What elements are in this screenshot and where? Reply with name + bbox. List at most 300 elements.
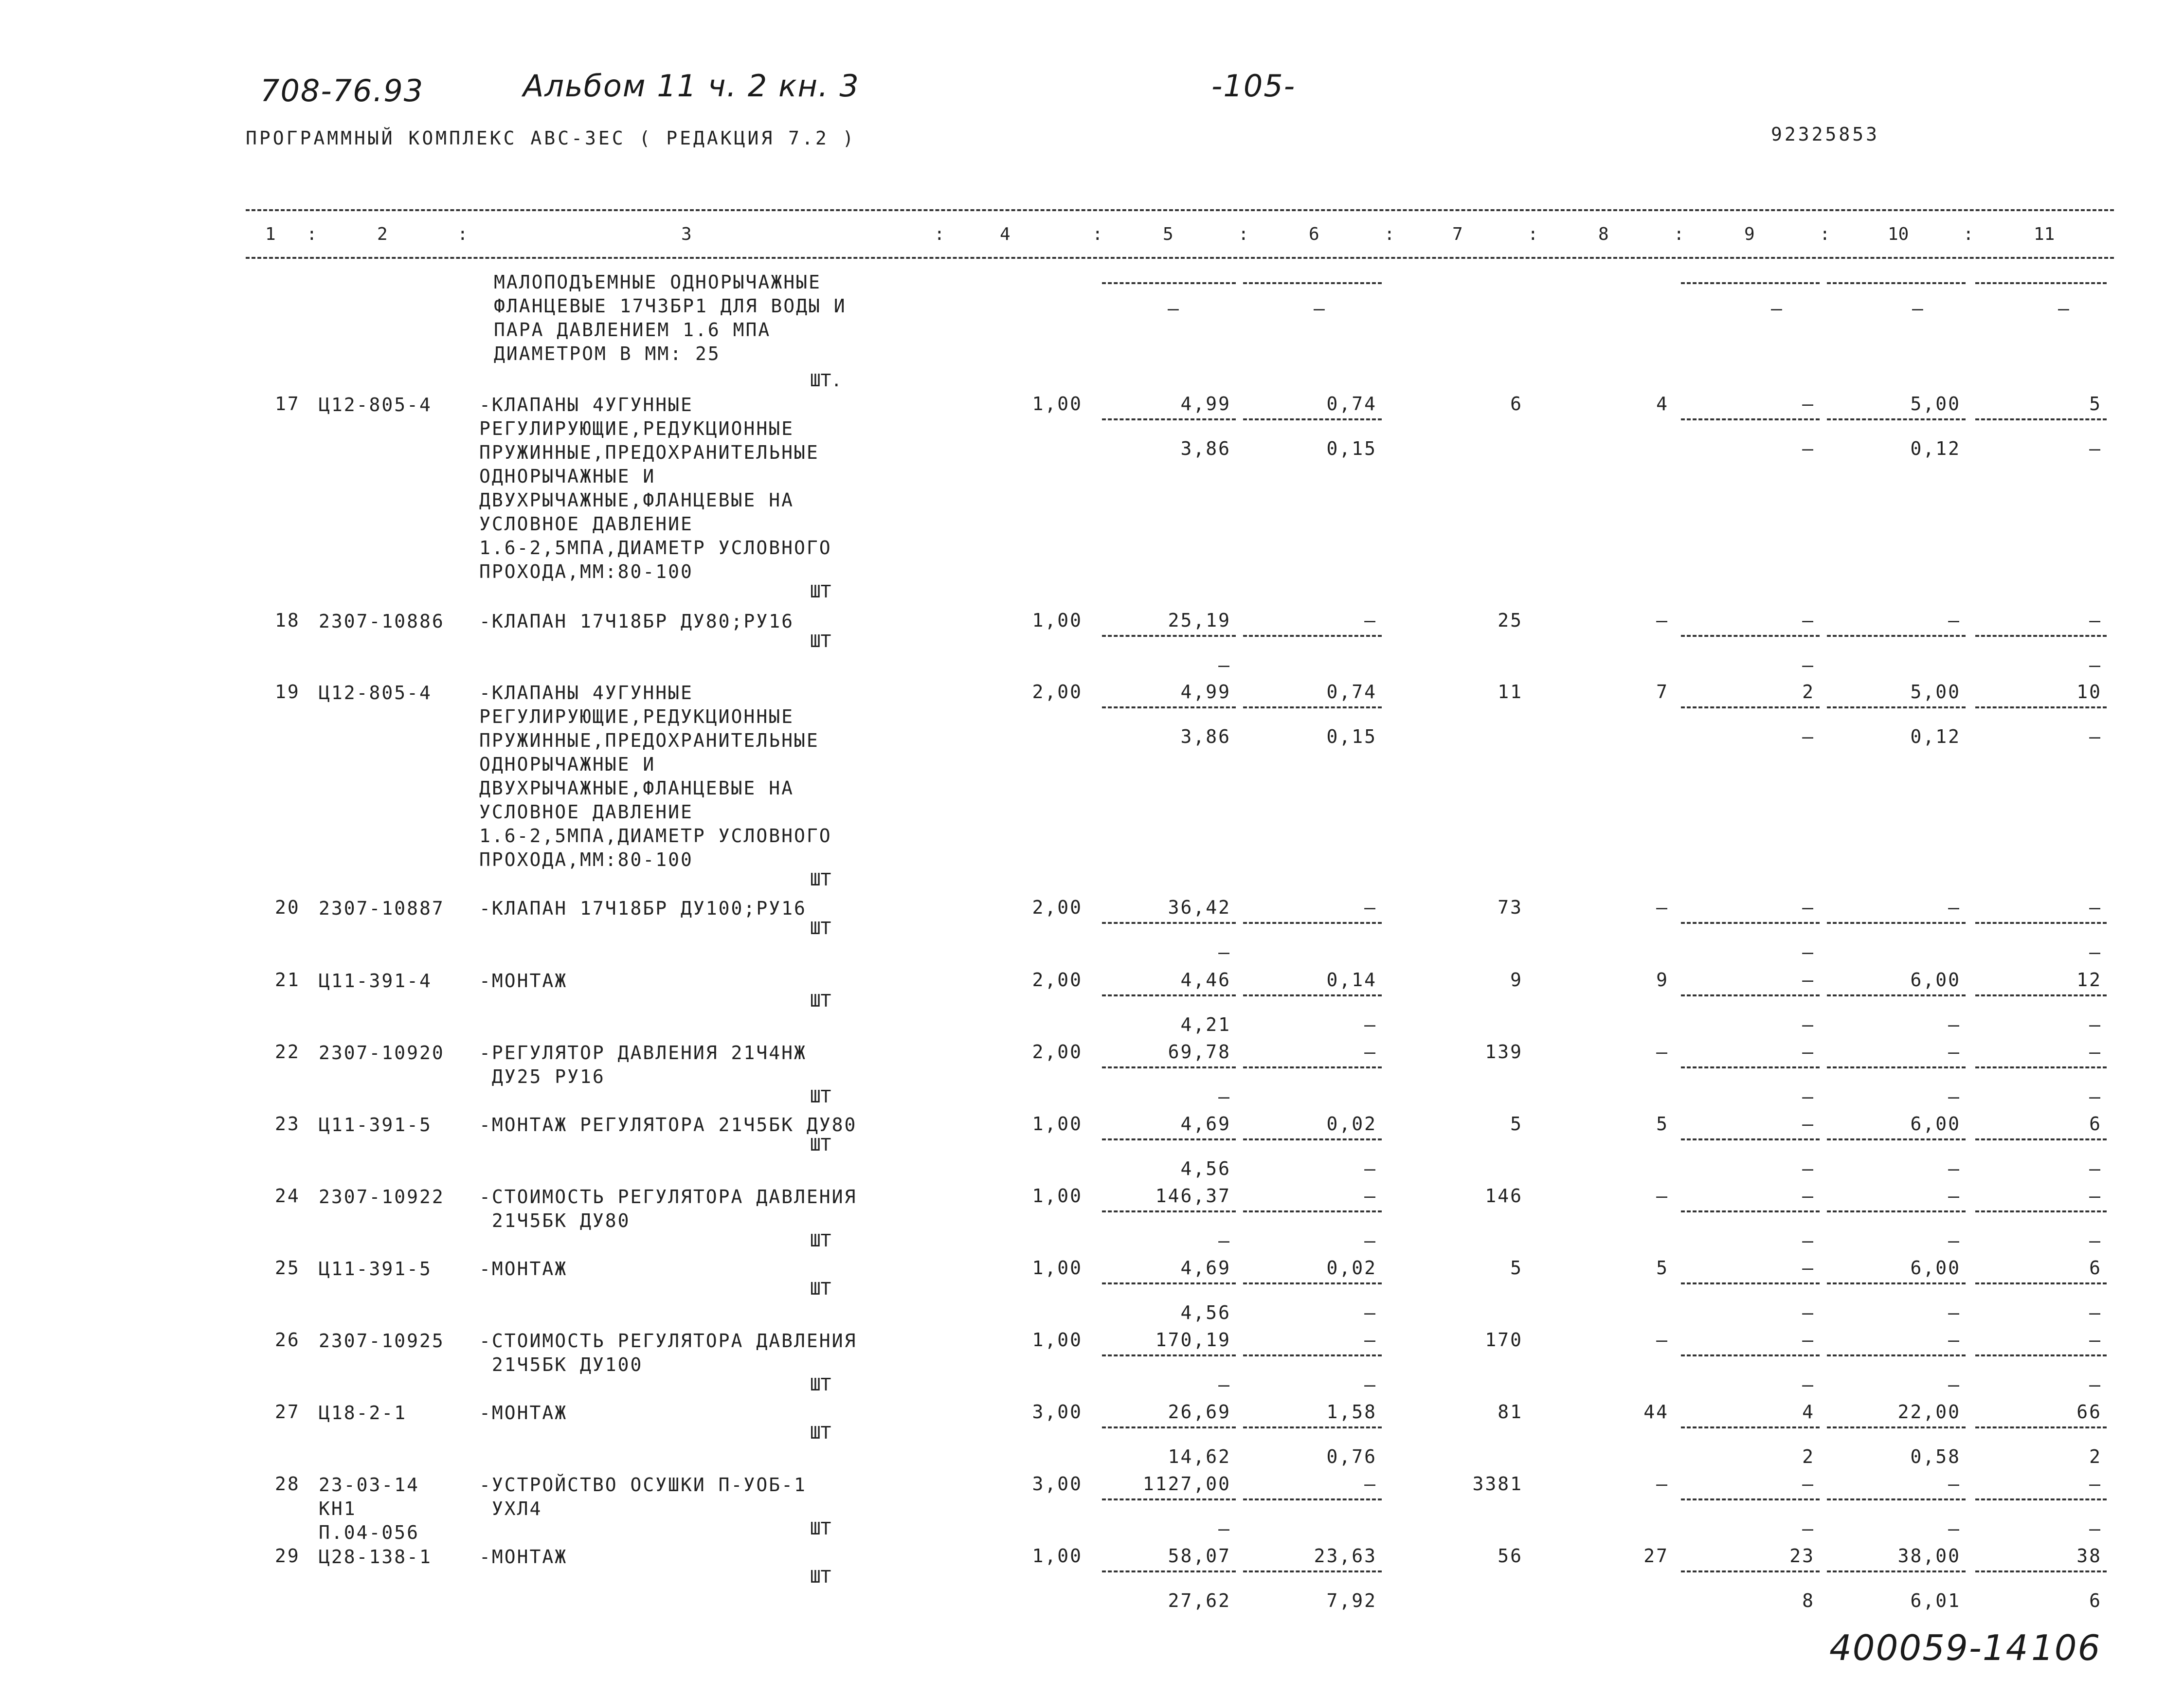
value-c6: – bbox=[1364, 1329, 1377, 1351]
item-code: Ц12-805-4 bbox=[319, 682, 432, 704]
value-qty: 3,00 bbox=[1032, 1473, 1083, 1495]
value-c9: – bbox=[1802, 610, 1815, 631]
value-c11: 66 bbox=[2076, 1401, 2102, 1423]
dashed-underline bbox=[1681, 418, 1820, 420]
dashed-underline bbox=[1681, 1570, 1820, 1572]
column-separator: : bbox=[457, 224, 468, 244]
dashed-underline bbox=[1975, 1138, 2107, 1140]
value-c11: 10 bbox=[2076, 681, 2102, 703]
value-c11: 6 bbox=[2089, 1113, 2102, 1135]
value-c8: – bbox=[1656, 610, 1669, 631]
dashed-underline bbox=[1102, 1498, 1236, 1500]
value-c9: – bbox=[1802, 969, 1815, 991]
value-c11b: – bbox=[2089, 1086, 2102, 1107]
column-number-4: 4 bbox=[1000, 224, 1011, 244]
value-c10b: 0,58 bbox=[1910, 1446, 1961, 1467]
dashed-underline bbox=[1681, 706, 1820, 708]
item-description: -КЛАПАН 17Ч18БР ДУ100;РУ16 bbox=[479, 898, 807, 919]
value-c11b: – bbox=[2089, 1158, 2102, 1179]
value-c11b: – bbox=[2089, 1014, 2102, 1035]
dashed-underline bbox=[1102, 1066, 1236, 1068]
dashed-underline bbox=[1243, 1282, 1382, 1284]
value-c5b: – bbox=[1218, 1518, 1231, 1539]
item-description: -КЛАПАНЫ 4УГУННЫЕ РЕГУЛИРУЮЩИЕ,РЕДУКЦИОННЫЕ ПРУЖИННЫЕ,ПРЕДОХРАНИТЕЛЬНЫЕ ОДНОРЫЧАЖНЫЕ И ДВУХРЫЧАЖНЫЕ,ФЛАНЦЕВЫЕ НА УСЛОВНОЕ ДАВЛЕНИЕ 1.6-2,5МПА,ДИАМЕТР УСЛОВНОГО ПРОХОДА,ММ:80-100 bbox=[479, 682, 832, 870]
dashed-underline bbox=[1975, 1354, 2107, 1356]
dashed-underline bbox=[1102, 635, 1236, 637]
column-separator: : bbox=[1092, 224, 1103, 244]
value-c5b: – bbox=[1218, 654, 1231, 676]
value-c8: – bbox=[1656, 897, 1669, 918]
row-number: 26 bbox=[275, 1329, 300, 1351]
column-separator: : bbox=[307, 224, 317, 244]
value-c10b: – bbox=[1948, 1230, 1961, 1251]
value-c6: 0,02 bbox=[1326, 1257, 1377, 1279]
value-c9: – bbox=[1802, 393, 1815, 415]
value-c8: – bbox=[1656, 1473, 1669, 1495]
value-c8: 44 bbox=[1643, 1401, 1669, 1423]
row-number: 27 bbox=[275, 1401, 300, 1423]
value-c8: 27 bbox=[1643, 1545, 1669, 1567]
value-c5: 1127,00 bbox=[1142, 1473, 1231, 1495]
value-c9: 4 bbox=[1802, 1401, 1815, 1423]
value-c7: 56 bbox=[1498, 1545, 1523, 1567]
handwritten-page-number: -105- bbox=[1211, 68, 1296, 104]
value-c5: 4,99 bbox=[1180, 393, 1231, 415]
value-qty: 3,00 bbox=[1032, 1401, 1083, 1423]
value-c5: 4,99 bbox=[1180, 681, 1231, 703]
dashed-underline bbox=[1827, 1282, 1966, 1284]
dashed-underline bbox=[1681, 635, 1820, 637]
value-c11: 12 bbox=[2076, 969, 2102, 991]
value-c11b: – bbox=[2089, 654, 2102, 676]
dashed-underline bbox=[1102, 1210, 1236, 1212]
program-line: ПРОГРАММНЫЙ КОМПЛЕКС АВС-3ЕС ( РЕДАКЦИЯ 7.2 ) bbox=[246, 127, 856, 149]
column-separator: : bbox=[1238, 224, 1249, 244]
row-number: 21 bbox=[275, 969, 300, 991]
dashed-underline bbox=[1975, 1570, 2107, 1572]
value-c7: 5 bbox=[1510, 1113, 1523, 1135]
handwritten-album: Альбом 11 ч. 2 кн. 3 bbox=[523, 68, 860, 104]
item-description: -МОНТАЖ bbox=[479, 1258, 568, 1280]
value-c11: – bbox=[2089, 1041, 2102, 1063]
unit-of-measure: ШТ bbox=[810, 1087, 831, 1107]
value-c8: 4 bbox=[1656, 393, 1669, 415]
value-c11: 38 bbox=[2076, 1545, 2102, 1567]
value-c6: – bbox=[1364, 1473, 1377, 1495]
value-c6b: 0,76 bbox=[1326, 1446, 1377, 1467]
continuation-description: МАЛОПОДЪЕМНЫЕ ОДНОРЫЧАЖНЫЕ ФЛАНЦЕВЫЕ 17Ч3БР1 ДЛЯ ВОДЫ И ПАРА ДАВЛЕНИЕМ 1.6 МПА ДИАМЕТРОМ В ММ: 25 bbox=[494, 271, 847, 364]
value-c6b: 7,92 bbox=[1326, 1590, 1377, 1611]
column-number-7: 7 bbox=[1452, 224, 1463, 244]
row-number: 24 bbox=[275, 1185, 300, 1207]
column-separator: : bbox=[1963, 224, 1974, 244]
dashed-underline bbox=[1827, 1066, 1966, 1068]
value-c10b: 6,01 bbox=[1910, 1590, 1961, 1611]
dashed-underline bbox=[1102, 1354, 1236, 1356]
dashed-underline bbox=[1243, 994, 1382, 996]
value-c11b: 2 bbox=[2089, 1446, 2102, 1467]
dashed-underline bbox=[1102, 282, 1236, 284]
value-c10: 5,00 bbox=[1910, 681, 1961, 703]
dashed-underline bbox=[1827, 635, 1966, 637]
footer-page-number: 106 bbox=[2031, 1627, 2101, 1668]
value-qty: 1,00 bbox=[1032, 610, 1083, 631]
dashed-underline bbox=[1243, 706, 1382, 708]
dashed-underline bbox=[1681, 1066, 1820, 1068]
dashed-underline bbox=[1827, 994, 1966, 996]
value-c11: – bbox=[2089, 1473, 2102, 1495]
dashed-underline bbox=[1102, 1282, 1236, 1284]
item-description: -МОНТАЖ РЕГУЛЯТОРА 21Ч5БК ДУ80 bbox=[479, 1114, 857, 1136]
value-c7: 81 bbox=[1498, 1401, 1523, 1423]
value-c7: 25 bbox=[1498, 610, 1523, 631]
dashed-underline bbox=[1681, 282, 1820, 284]
value-c11b: 6 bbox=[2089, 1590, 2102, 1611]
value-c8: – bbox=[1656, 1041, 1669, 1063]
value-c11b: – bbox=[2089, 726, 2102, 747]
value-c11: 6 bbox=[2089, 1257, 2102, 1279]
dashed-underline bbox=[1243, 635, 1382, 637]
value-c10b: 0,12 bbox=[1910, 726, 1961, 747]
dashed-underline bbox=[1243, 282, 1382, 284]
unit-of-measure: ШТ bbox=[810, 1519, 831, 1539]
item-code: Ц28-138-1 bbox=[319, 1546, 432, 1568]
value-c5b: 4,56 bbox=[1180, 1302, 1231, 1323]
column-number-9: 9 bbox=[1744, 224, 1755, 244]
value-c5b: – bbox=[1218, 1374, 1231, 1395]
value-c9b: – bbox=[1802, 1158, 1815, 1179]
unit-of-measure: ШТ bbox=[810, 1135, 831, 1155]
dashed-underline bbox=[1102, 1138, 1236, 1140]
dashed-underline bbox=[1975, 1426, 2107, 1428]
value-c10: – bbox=[1948, 1185, 1961, 1207]
value-c9: – bbox=[1802, 897, 1815, 918]
value-c7: 170 bbox=[1485, 1329, 1523, 1351]
value-qty: 1,00 bbox=[1032, 1113, 1083, 1135]
dashed-underline bbox=[1243, 1570, 1382, 1572]
value-qty: 1,00 bbox=[1032, 1185, 1083, 1207]
dashed-underline bbox=[1975, 994, 2107, 996]
value-c11: – bbox=[2089, 897, 2102, 918]
dashed-underline bbox=[1827, 1210, 1966, 1212]
column-separator: : bbox=[1384, 224, 1395, 244]
dashed-underline bbox=[1243, 1210, 1382, 1212]
value-c8: – bbox=[1656, 1185, 1669, 1207]
value-c5: 170,19 bbox=[1155, 1329, 1231, 1351]
value-c5: 58,07 bbox=[1168, 1545, 1231, 1567]
dashed-underline bbox=[1243, 418, 1382, 420]
value-c5b: 4,56 bbox=[1180, 1158, 1231, 1179]
item-code: Ц18-2-1 bbox=[319, 1402, 407, 1424]
item-description: -СТОИМОСТЬ РЕГУЛЯТОРА ДАВЛЕНИЯ 21Ч5БК ДУ80 bbox=[479, 1186, 857, 1231]
value-c9b: – bbox=[1802, 438, 1815, 459]
value-c5: 25,19 bbox=[1168, 610, 1231, 631]
handwritten-code: 708-76.93 bbox=[260, 73, 424, 108]
value-qty: 2,00 bbox=[1032, 897, 1083, 918]
value-c9b: 2 bbox=[1802, 1446, 1815, 1467]
dashed-underline bbox=[1243, 1066, 1382, 1068]
value-c6: – bbox=[1364, 1185, 1377, 1207]
value-c10: – bbox=[1948, 1329, 1961, 1351]
value-c9b: – bbox=[1802, 654, 1815, 676]
dashed-underline bbox=[1102, 706, 1236, 708]
value-qty: 1,00 bbox=[1032, 1329, 1083, 1351]
dashed-underline bbox=[1827, 282, 1966, 284]
dashed-underline bbox=[1975, 1066, 2107, 1068]
value-c9: 23 bbox=[1789, 1545, 1815, 1567]
value-c9: – bbox=[1802, 1041, 1815, 1063]
item-description: -МОНТАЖ bbox=[479, 1546, 568, 1568]
dashed-underline bbox=[1102, 418, 1236, 420]
column-number-8: 8 bbox=[1598, 224, 1609, 244]
dashed-underline bbox=[1975, 635, 2107, 637]
header-top-rule bbox=[246, 209, 2114, 211]
dashed-underline bbox=[1243, 922, 1382, 924]
value-c5: 4,69 bbox=[1180, 1113, 1231, 1135]
dashed-underline bbox=[1243, 1138, 1382, 1140]
value-c5b: 3,86 bbox=[1180, 726, 1231, 747]
unit-of-measure: ШТ bbox=[810, 919, 831, 938]
dashed-underline bbox=[1975, 418, 2107, 420]
item-description: -МОНТАЖ bbox=[479, 970, 568, 992]
item-code: 2307-10922 bbox=[319, 1186, 445, 1208]
value-c6b: – bbox=[1364, 1302, 1377, 1323]
dashed-underline bbox=[1975, 1210, 2107, 1212]
item-code: 2307-10925 bbox=[319, 1330, 445, 1352]
value-c5b: 3,86 bbox=[1180, 438, 1231, 459]
continuation-empty-mark: – bbox=[1314, 298, 1325, 319]
dashed-underline bbox=[1681, 1354, 1820, 1356]
value-c10b: – bbox=[1948, 1158, 1961, 1179]
row-number: 25 bbox=[275, 1257, 300, 1279]
document-number: 92325853 bbox=[1771, 124, 1880, 145]
value-c7: 9 bbox=[1510, 969, 1523, 991]
value-qty: 2,00 bbox=[1032, 1041, 1083, 1063]
continuation-empty-mark: – bbox=[1912, 298, 1923, 319]
value-c10: – bbox=[1948, 897, 1961, 918]
value-c11: 5 bbox=[2089, 393, 2102, 415]
value-c9: – bbox=[1802, 1329, 1815, 1351]
value-c11b: – bbox=[2089, 1230, 2102, 1251]
value-c10: 38,00 bbox=[1897, 1545, 1961, 1567]
unit-of-measure: ШТ bbox=[810, 1279, 831, 1299]
header-bottom-rule bbox=[246, 257, 2114, 259]
value-c11: – bbox=[2089, 1329, 2102, 1351]
dashed-underline bbox=[1681, 1282, 1820, 1284]
value-c6: 0,74 bbox=[1326, 393, 1377, 415]
dashed-underline bbox=[1827, 1498, 1966, 1500]
value-c6b: – bbox=[1364, 1014, 1377, 1035]
dashed-underline bbox=[1681, 1210, 1820, 1212]
item-description: -УСТРОЙСТВО ОСУШКИ П-УОБ-1 УХЛ4 bbox=[479, 1474, 807, 1519]
value-c6b: – bbox=[1364, 1158, 1377, 1179]
unit-of-measure: ШТ bbox=[810, 870, 831, 890]
value-c6b: – bbox=[1364, 1230, 1377, 1251]
unit-of-measure: ШТ bbox=[810, 1567, 831, 1587]
item-code: 2307-10920 bbox=[319, 1042, 445, 1064]
unit-of-measure: ШТ bbox=[810, 1423, 831, 1443]
value-c5b: 4,21 bbox=[1180, 1014, 1231, 1035]
item-code: Ц11-391-5 bbox=[319, 1258, 432, 1280]
dashed-underline bbox=[1102, 1426, 1236, 1428]
item-description: -КЛАПАНЫ 4УГУННЫЕ РЕГУЛИРУЮЩИЕ,РЕДУКЦИОННЫЕ ПРУЖИННЫЕ,ПРЕДОХРАНИТЕЛЬНЫЕ ОДНОРЫЧАЖНЫЕ И ДВУХРЫЧАЖНЫЕ,ФЛАНЦЕВЫЕ НА УСЛОВНОЕ ДАВЛЕНИЕ 1.6-2,5МПА,ДИАМЕТР УСЛОВНОГО ПРОХОДА,ММ:80-100 bbox=[479, 394, 832, 582]
value-c11b: – bbox=[2089, 1518, 2102, 1539]
dashed-underline bbox=[1975, 922, 2107, 924]
value-c9: 2 bbox=[1802, 681, 1815, 703]
dashed-underline bbox=[1102, 922, 1236, 924]
value-qty: 1,00 bbox=[1032, 1545, 1083, 1567]
value-c10: – bbox=[1948, 610, 1961, 631]
value-c6: 23,63 bbox=[1314, 1545, 1377, 1567]
value-c6b: 0,15 bbox=[1326, 726, 1377, 747]
unit-of-measure: ШТ bbox=[810, 991, 831, 1011]
value-c9: – bbox=[1802, 1185, 1815, 1207]
value-c9b: – bbox=[1802, 726, 1815, 747]
value-c5b: – bbox=[1218, 941, 1231, 963]
value-c5: 4,46 bbox=[1180, 969, 1231, 991]
item-code: Ц11-391-5 bbox=[319, 1114, 432, 1136]
row-number: 20 bbox=[275, 897, 300, 918]
dashed-underline bbox=[1827, 1570, 1966, 1572]
dashed-underline bbox=[1102, 994, 1236, 996]
value-c5: 146,37 bbox=[1155, 1185, 1231, 1207]
item-description: -КЛАПАН 17Ч18БР ДУ80;РУ16 bbox=[479, 611, 794, 632]
item-description: -РЕГУЛЯТОР ДАВЛЕНИЯ 21Ч4НЖ ДУ25 РУ16 bbox=[479, 1042, 807, 1087]
unit-of-measure: ШТ bbox=[810, 631, 831, 651]
value-c9: – bbox=[1802, 1113, 1815, 1135]
continuation-empty-mark: – bbox=[1168, 298, 1179, 319]
dashed-underline bbox=[1827, 1426, 1966, 1428]
row-number: 19 bbox=[275, 681, 300, 703]
dashed-underline bbox=[1243, 1426, 1382, 1428]
footer-stamp-number: 400059-14 bbox=[1829, 1627, 2029, 1668]
value-qty: 2,00 bbox=[1032, 681, 1083, 703]
value-c6: – bbox=[1364, 610, 1377, 631]
value-c9: – bbox=[1802, 1257, 1815, 1279]
value-c10: 6,00 bbox=[1910, 969, 1961, 991]
value-c9b: 8 bbox=[1802, 1590, 1815, 1611]
value-c7: 73 bbox=[1498, 897, 1523, 918]
item-code: 23-03-14 КН1 П.04-056 bbox=[319, 1474, 420, 1543]
value-c10: 6,00 bbox=[1910, 1257, 1961, 1279]
value-qty: 2,00 bbox=[1032, 969, 1083, 991]
value-c10: – bbox=[1948, 1473, 1961, 1495]
value-c7: 6 bbox=[1510, 393, 1523, 415]
value-c11b: – bbox=[2089, 438, 2102, 459]
value-c9b: – bbox=[1802, 1374, 1815, 1395]
dashed-underline bbox=[1975, 282, 2107, 284]
column-number-2: 2 bbox=[377, 224, 388, 244]
value-c10: 6,00 bbox=[1910, 1113, 1961, 1135]
value-c5b: 14,62 bbox=[1168, 1446, 1231, 1467]
value-c11b: – bbox=[2089, 941, 2102, 963]
continuation-unit: ШТ. bbox=[810, 371, 842, 391]
value-c8: 9 bbox=[1656, 969, 1669, 991]
value-c6: 1,58 bbox=[1326, 1401, 1377, 1423]
dashed-underline bbox=[1681, 994, 1820, 996]
continuation-empty-mark: – bbox=[2058, 298, 2069, 319]
unit-of-measure: ШТ bbox=[810, 1375, 831, 1395]
item-description: -МОНТАЖ bbox=[479, 1402, 568, 1424]
continuation-empty-mark: – bbox=[1771, 298, 1782, 319]
dashed-underline bbox=[1102, 1570, 1236, 1572]
value-c6: – bbox=[1364, 897, 1377, 918]
row-number: 23 bbox=[275, 1113, 300, 1135]
unit-of-measure: ШТ bbox=[810, 582, 831, 602]
value-c9b: – bbox=[1802, 1302, 1815, 1323]
value-c11b: – bbox=[2089, 1302, 2102, 1323]
value-c6b: – bbox=[1364, 1374, 1377, 1395]
value-c6: 0,14 bbox=[1326, 969, 1377, 991]
value-c7: 5 bbox=[1510, 1257, 1523, 1279]
row-number: 29 bbox=[275, 1545, 300, 1567]
value-c10: 22,00 bbox=[1897, 1401, 1961, 1423]
value-c7: 11 bbox=[1498, 681, 1523, 703]
value-c8: – bbox=[1656, 1329, 1669, 1351]
value-c10b: 0,12 bbox=[1910, 438, 1961, 459]
value-c8: 5 bbox=[1656, 1257, 1669, 1279]
value-c10b: – bbox=[1948, 1014, 1961, 1035]
value-c6: 0,74 bbox=[1326, 681, 1377, 703]
column-separator: : bbox=[1820, 224, 1830, 244]
value-c9b: – bbox=[1802, 1014, 1815, 1035]
dashed-underline bbox=[1827, 1354, 1966, 1356]
value-c10b: – bbox=[1948, 1518, 1961, 1539]
column-separator: : bbox=[934, 224, 945, 244]
value-c11: – bbox=[2089, 610, 2102, 631]
value-c8: 7 bbox=[1656, 681, 1669, 703]
item-code: Ц12-805-4 bbox=[319, 394, 432, 415]
column-separator: : bbox=[1528, 224, 1538, 244]
value-c5b: – bbox=[1218, 1230, 1231, 1251]
value-c7: 3381 bbox=[1472, 1473, 1523, 1495]
dashed-underline bbox=[1681, 1426, 1820, 1428]
value-c6: 0,02 bbox=[1326, 1113, 1377, 1135]
unit-of-measure: ШТ bbox=[810, 1231, 831, 1251]
column-number-5: 5 bbox=[1163, 224, 1173, 244]
value-c10: 5,00 bbox=[1910, 393, 1961, 415]
dashed-underline bbox=[1827, 418, 1966, 420]
value-c9: – bbox=[1802, 1473, 1815, 1495]
row-number: 18 bbox=[275, 610, 300, 631]
column-separator: : bbox=[1674, 224, 1684, 244]
value-c7: 146 bbox=[1485, 1185, 1523, 1207]
item-code: 2307-10886 bbox=[319, 611, 445, 632]
row-number: 17 bbox=[275, 393, 300, 415]
dashed-underline bbox=[1681, 1138, 1820, 1140]
value-c5b: 27,62 bbox=[1168, 1590, 1231, 1611]
column-number-1: 1 bbox=[265, 224, 276, 244]
value-c9b: – bbox=[1802, 1230, 1815, 1251]
value-c6b: 0,15 bbox=[1326, 438, 1377, 459]
row-number: 22 bbox=[275, 1041, 300, 1063]
item-description: -СТОИМОСТЬ РЕГУЛЯТОРА ДАВЛЕНИЯ 21Ч5БК ДУ100 bbox=[479, 1330, 857, 1375]
item-code: Ц11-391-4 bbox=[319, 970, 432, 992]
value-c11b: – bbox=[2089, 1374, 2102, 1395]
row-number: 28 bbox=[275, 1473, 300, 1495]
value-c10b: – bbox=[1948, 1302, 1961, 1323]
dashed-underline bbox=[1975, 1498, 2107, 1500]
value-c9b: – bbox=[1802, 941, 1815, 963]
value-c10b: – bbox=[1948, 1374, 1961, 1395]
value-c10: – bbox=[1948, 1041, 1961, 1063]
value-c8: 5 bbox=[1656, 1113, 1669, 1135]
dashed-underline bbox=[1243, 1354, 1382, 1356]
dashed-underline bbox=[1827, 1138, 1966, 1140]
dashed-underline bbox=[1243, 1498, 1382, 1500]
value-c5b: – bbox=[1218, 1086, 1231, 1107]
dashed-underline bbox=[1975, 1282, 2107, 1284]
